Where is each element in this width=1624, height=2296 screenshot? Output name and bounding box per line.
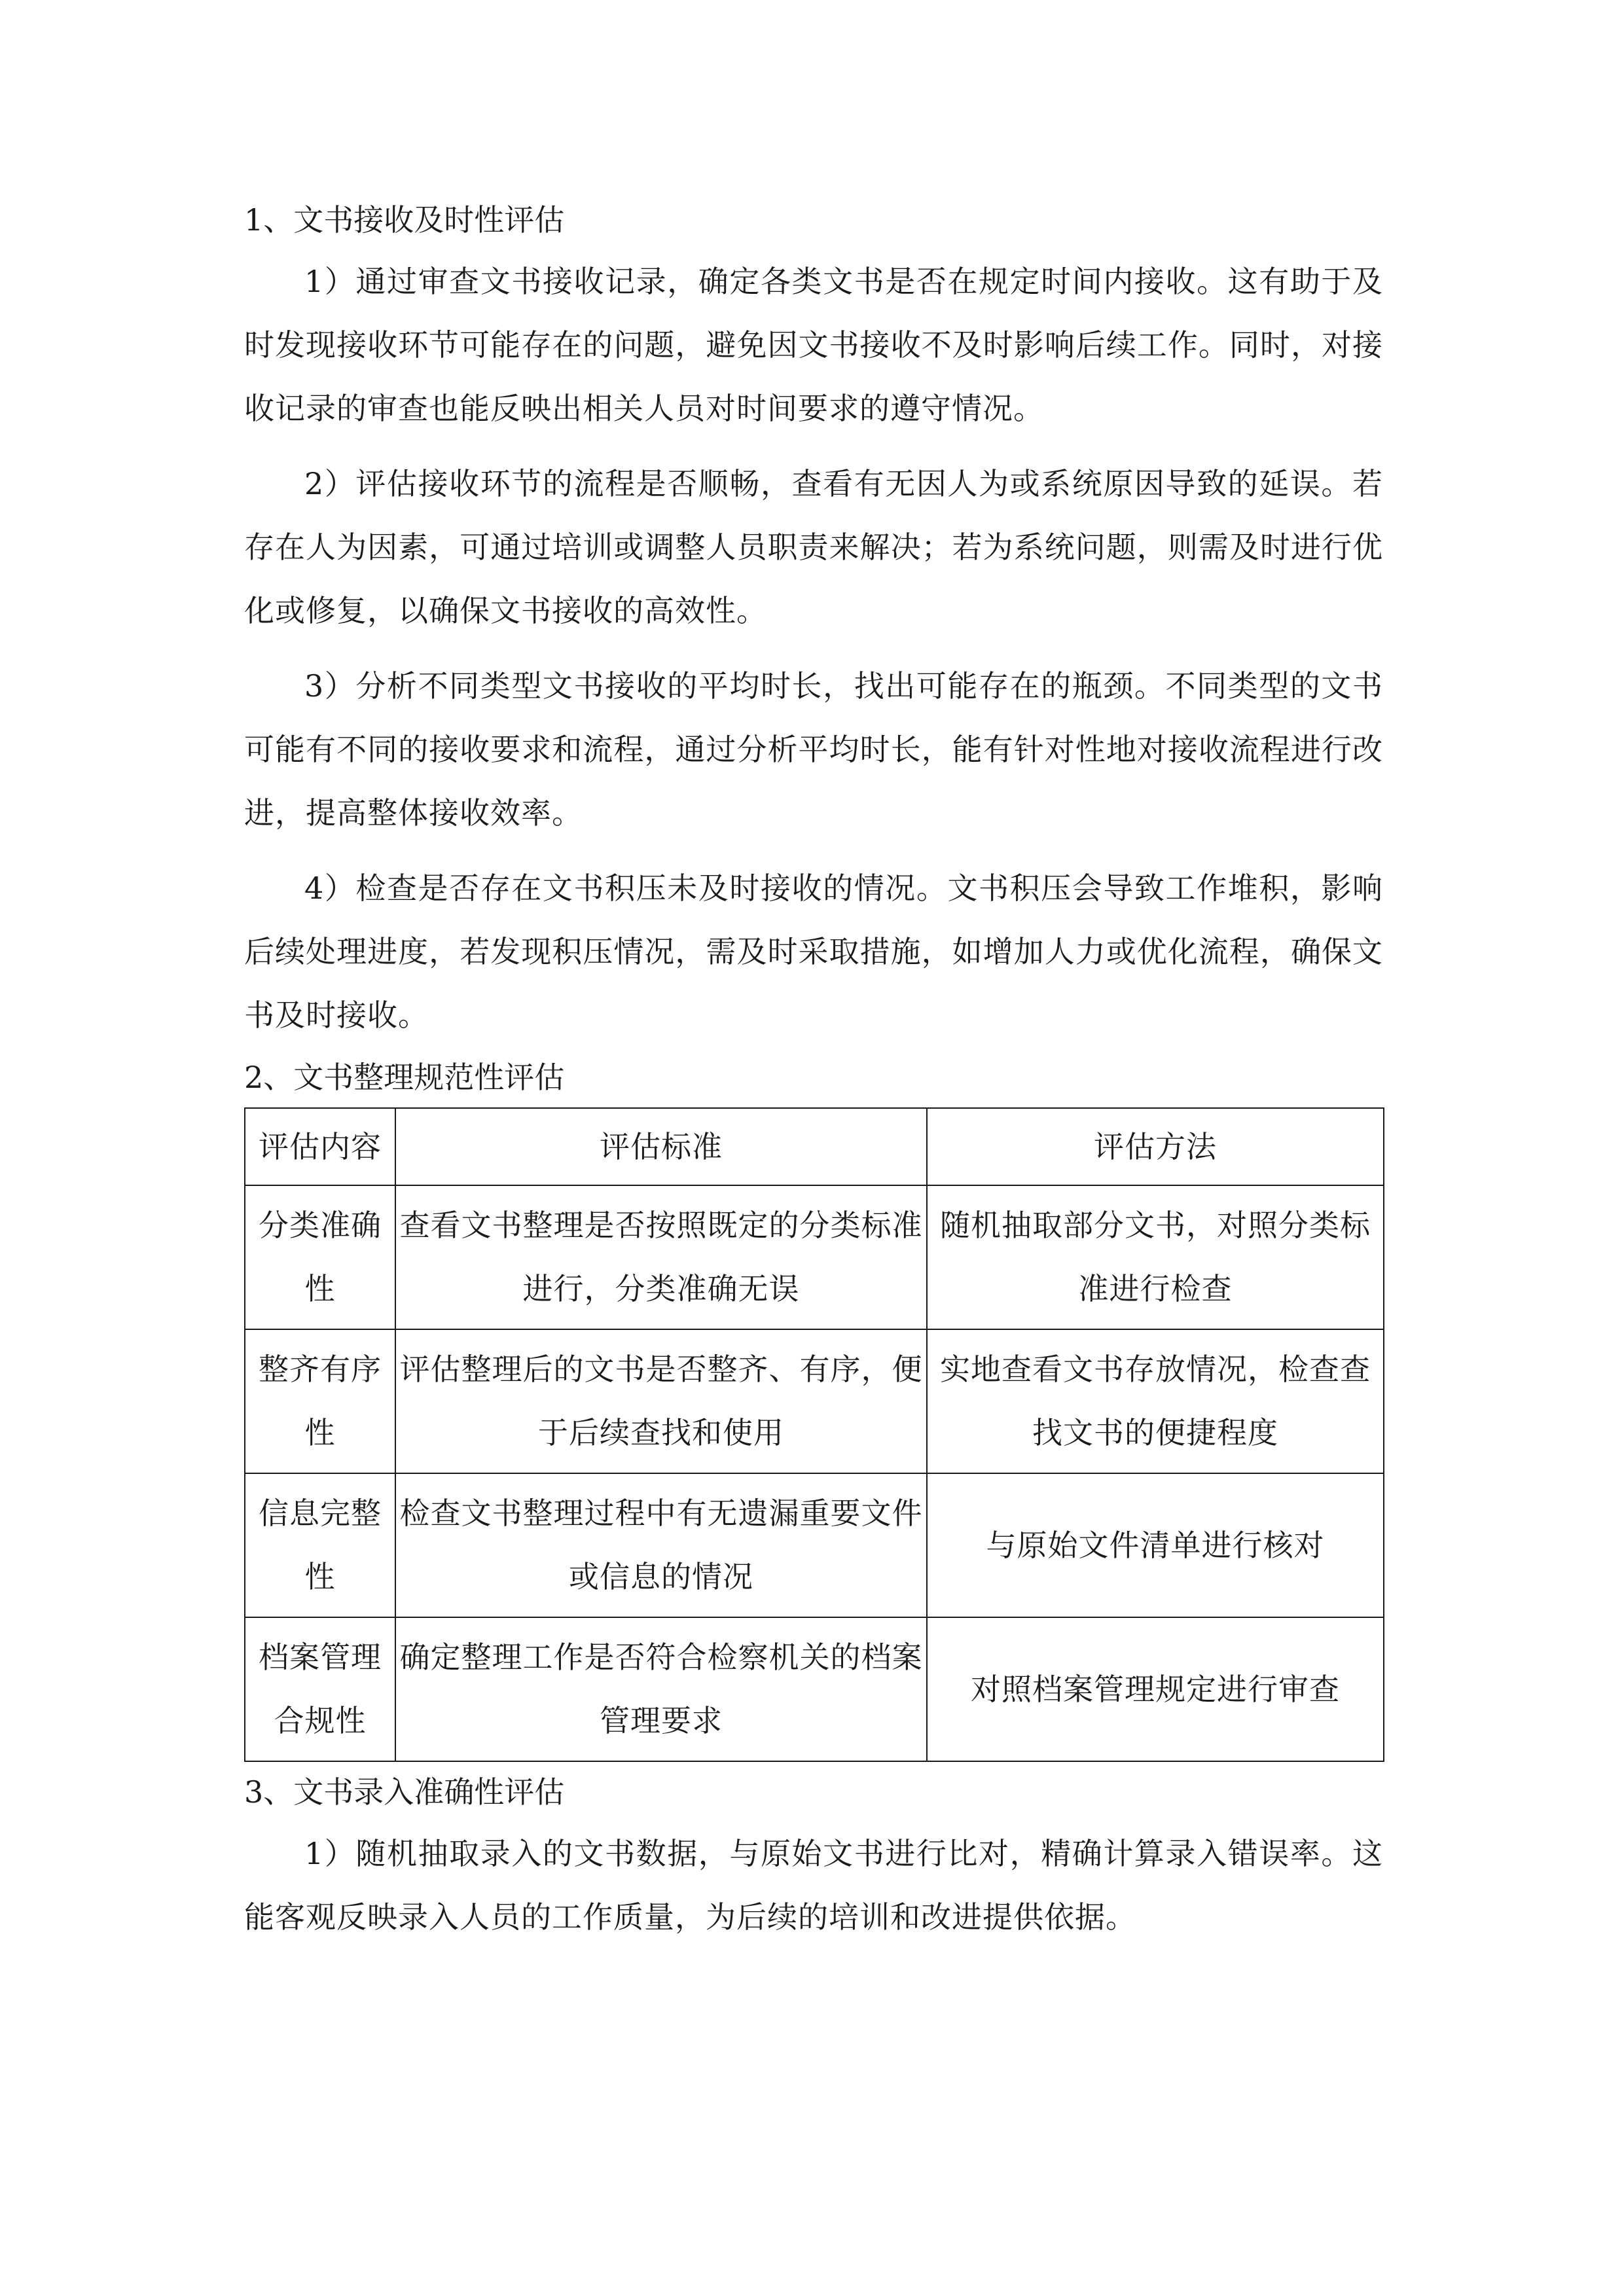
table-cell: 随机抽取部分文书，对照分类标准进行检查 [927,1185,1384,1329]
table-row [245,1185,1384,1329]
evaluation-table [244,1107,1384,1762]
table-header-cell: 评估方法 [927,1108,1384,1185]
table-header-cell: 评估标准 [395,1108,927,1185]
document-page [244,190,1383,1949]
table-row [245,1617,1384,1761]
table-cell: 档案管理合规性 [245,1617,395,1761]
section-1-paragraph-3: 3）分析不同类型文书接收的平均时长，找出可能存在的瓶颈。不同类型的文书可能有不同的接收要求和流程，通过分析平均时长，能有针对性地对接收流程进行改进，提高整体接收效率。 [244,668,1383,831]
table-header-cell: 评估内容 [245,1108,395,1185]
table-cell: 实地查看文书存放情况，检查查找文书的便捷程度 [927,1329,1384,1473]
section-3-heading: 3、文书录入准确性评估 [244,1774,565,1810]
table-cell: 与原始文件清单进行核对 [927,1473,1384,1617]
table-cell: 信息完整性 [245,1473,395,1617]
section-1-paragraph-2: 2）评估接收环节的流程是否顺畅，查看有无因人为或系统原因导致的延误。若存在人为因素，可通过培训或调整人员职责来解决；若为系统问题，则需及时进行优化或修复，以确保文书接收的高效性。 [244,466,1383,628]
table-cell: 评估整理后的文书是否整齐、有序，便于后续查找和使用 [395,1329,927,1473]
table-cell: 确定整理工作是否符合检察机关的档案管理要求 [395,1617,927,1761]
table-row [245,1329,1384,1473]
table-row [245,1473,1384,1617]
table-cell: 检查文书整理过程中有无遗漏重要文件或信息的情况 [395,1473,927,1617]
section-1-paragraph-4: 4）检查是否存在文书积压未及时接收的情况。文书积压会导致工作堆积，影响后续处理进度，若发现积压情况，需及时采取措施，如增加人力或优化流程，确保文书及时接收。 [244,870,1383,1033]
table-header-row [245,1108,1384,1185]
table-cell: 分类准确性 [245,1185,395,1329]
section-3-paragraph-1: 1）随机抽取录入的文书数据，与原始文书进行比对，精确计算录入错误率。这能客观反映录入人员的工作质量，为后续的培训和改进提供依据。 [244,1836,1383,1935]
section-1-heading: 1、文书接收及时性评估 [244,202,565,238]
section-2-heading: 2、文书整理规范性评估 [244,1060,565,1095]
table-cell: 查看文书整理是否按照既定的分类标准进行，分类准确无误 [395,1185,927,1329]
section-1-paragraph-1: 1）通过审查文书接收记录，确定各类文书是否在规定时间内接收。这有助于及时发现接收环节可能存在的问题，避免因文书接收不及时影响后续工作。同时，对接收记录的审查也能反映出相关人员对时间要求的遵守情况。 [244,264,1383,426]
table-cell: 对照档案管理规定进行审查 [927,1617,1384,1761]
table-cell: 整齐有序性 [245,1329,395,1473]
